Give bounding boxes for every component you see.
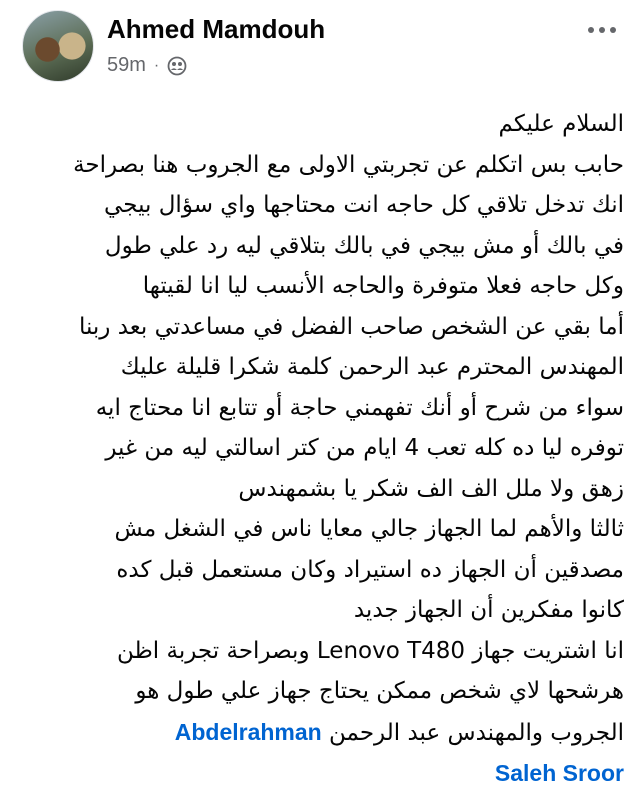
post-timestamp[interactable]: 59m (107, 54, 146, 76)
post-line: انا اشتريت جهاز Lenovo T480 وبصراحة تجربة اظن (116, 637, 624, 664)
post-line: مصدقين أن الجهاز ده استيراد وكان مستعمل قبل كده (116, 556, 624, 583)
post-line: انك تدخل تلاقي كل حاجه انت محتاجها واي سؤال بيجي (104, 192, 624, 218)
more-dot (599, 27, 605, 33)
post-line-text: الجروب والمهندس عبد الرحمن (329, 719, 624, 746)
post-line-mention-cont (0, 753, 624, 795)
post-line: ثالثا والأهم لما الجهاز جالي معايا ناس في الشغل مش (114, 516, 624, 542)
post-body (0, 104, 624, 795)
post-meta (107, 54, 187, 77)
more-dot (610, 27, 616, 33)
post-line-mention (0, 712, 624, 754)
post-line: السلام عليكم (498, 111, 624, 137)
post-line: أما بقي عن الشخص صاحب الفضل في مساعدتي بعد ربنا (78, 313, 624, 340)
post-line: زهق ولا ملل الف الف شكر يا بشمهندس (238, 475, 624, 502)
post-line: المهندس المحترم عبد الرحمن كلمة شكرا قليلة عليك (120, 354, 624, 380)
more-dot (588, 27, 594, 33)
post-line: كانوا مفكرين أن الجهاز جديد (353, 597, 624, 623)
mention-link-second[interactable]: Saleh Sroor (494, 760, 624, 786)
friends-icon[interactable] (167, 56, 187, 76)
post-line: توفره ليا ده كله تعب 4 ايام من كتر اسالتي ليه من غير (105, 435, 624, 461)
post-line: حابب بس اتكلم عن تجربتي الاولى مع الجروب هنا بصراحة (73, 151, 624, 178)
post-line: سواء من شرح أو أنك تفهمني حاجة أو تتابع انا محتاج ايه (95, 394, 624, 421)
post-header (0, 0, 642, 96)
mention-link-first[interactable]: Abdelrahman (174, 718, 322, 745)
post-line: هرشحها لاي شخص ممكن يحتاج جهاز علي طول هو (135, 678, 624, 704)
author-avatar[interactable] (22, 10, 94, 82)
post-line: وكل حاجه فعلا متوفرة والحاجه الأنسب ليا انا لقيتها (142, 273, 624, 299)
post-line: في بالك أو مش بيجي في بالك بتلاقي ليه رد علي طول (104, 232, 624, 259)
author-name[interactable]: Ahmed Mamdouh (107, 14, 326, 44)
meta-separator: · (153, 56, 160, 74)
more-dots-icon[interactable] (588, 20, 622, 40)
